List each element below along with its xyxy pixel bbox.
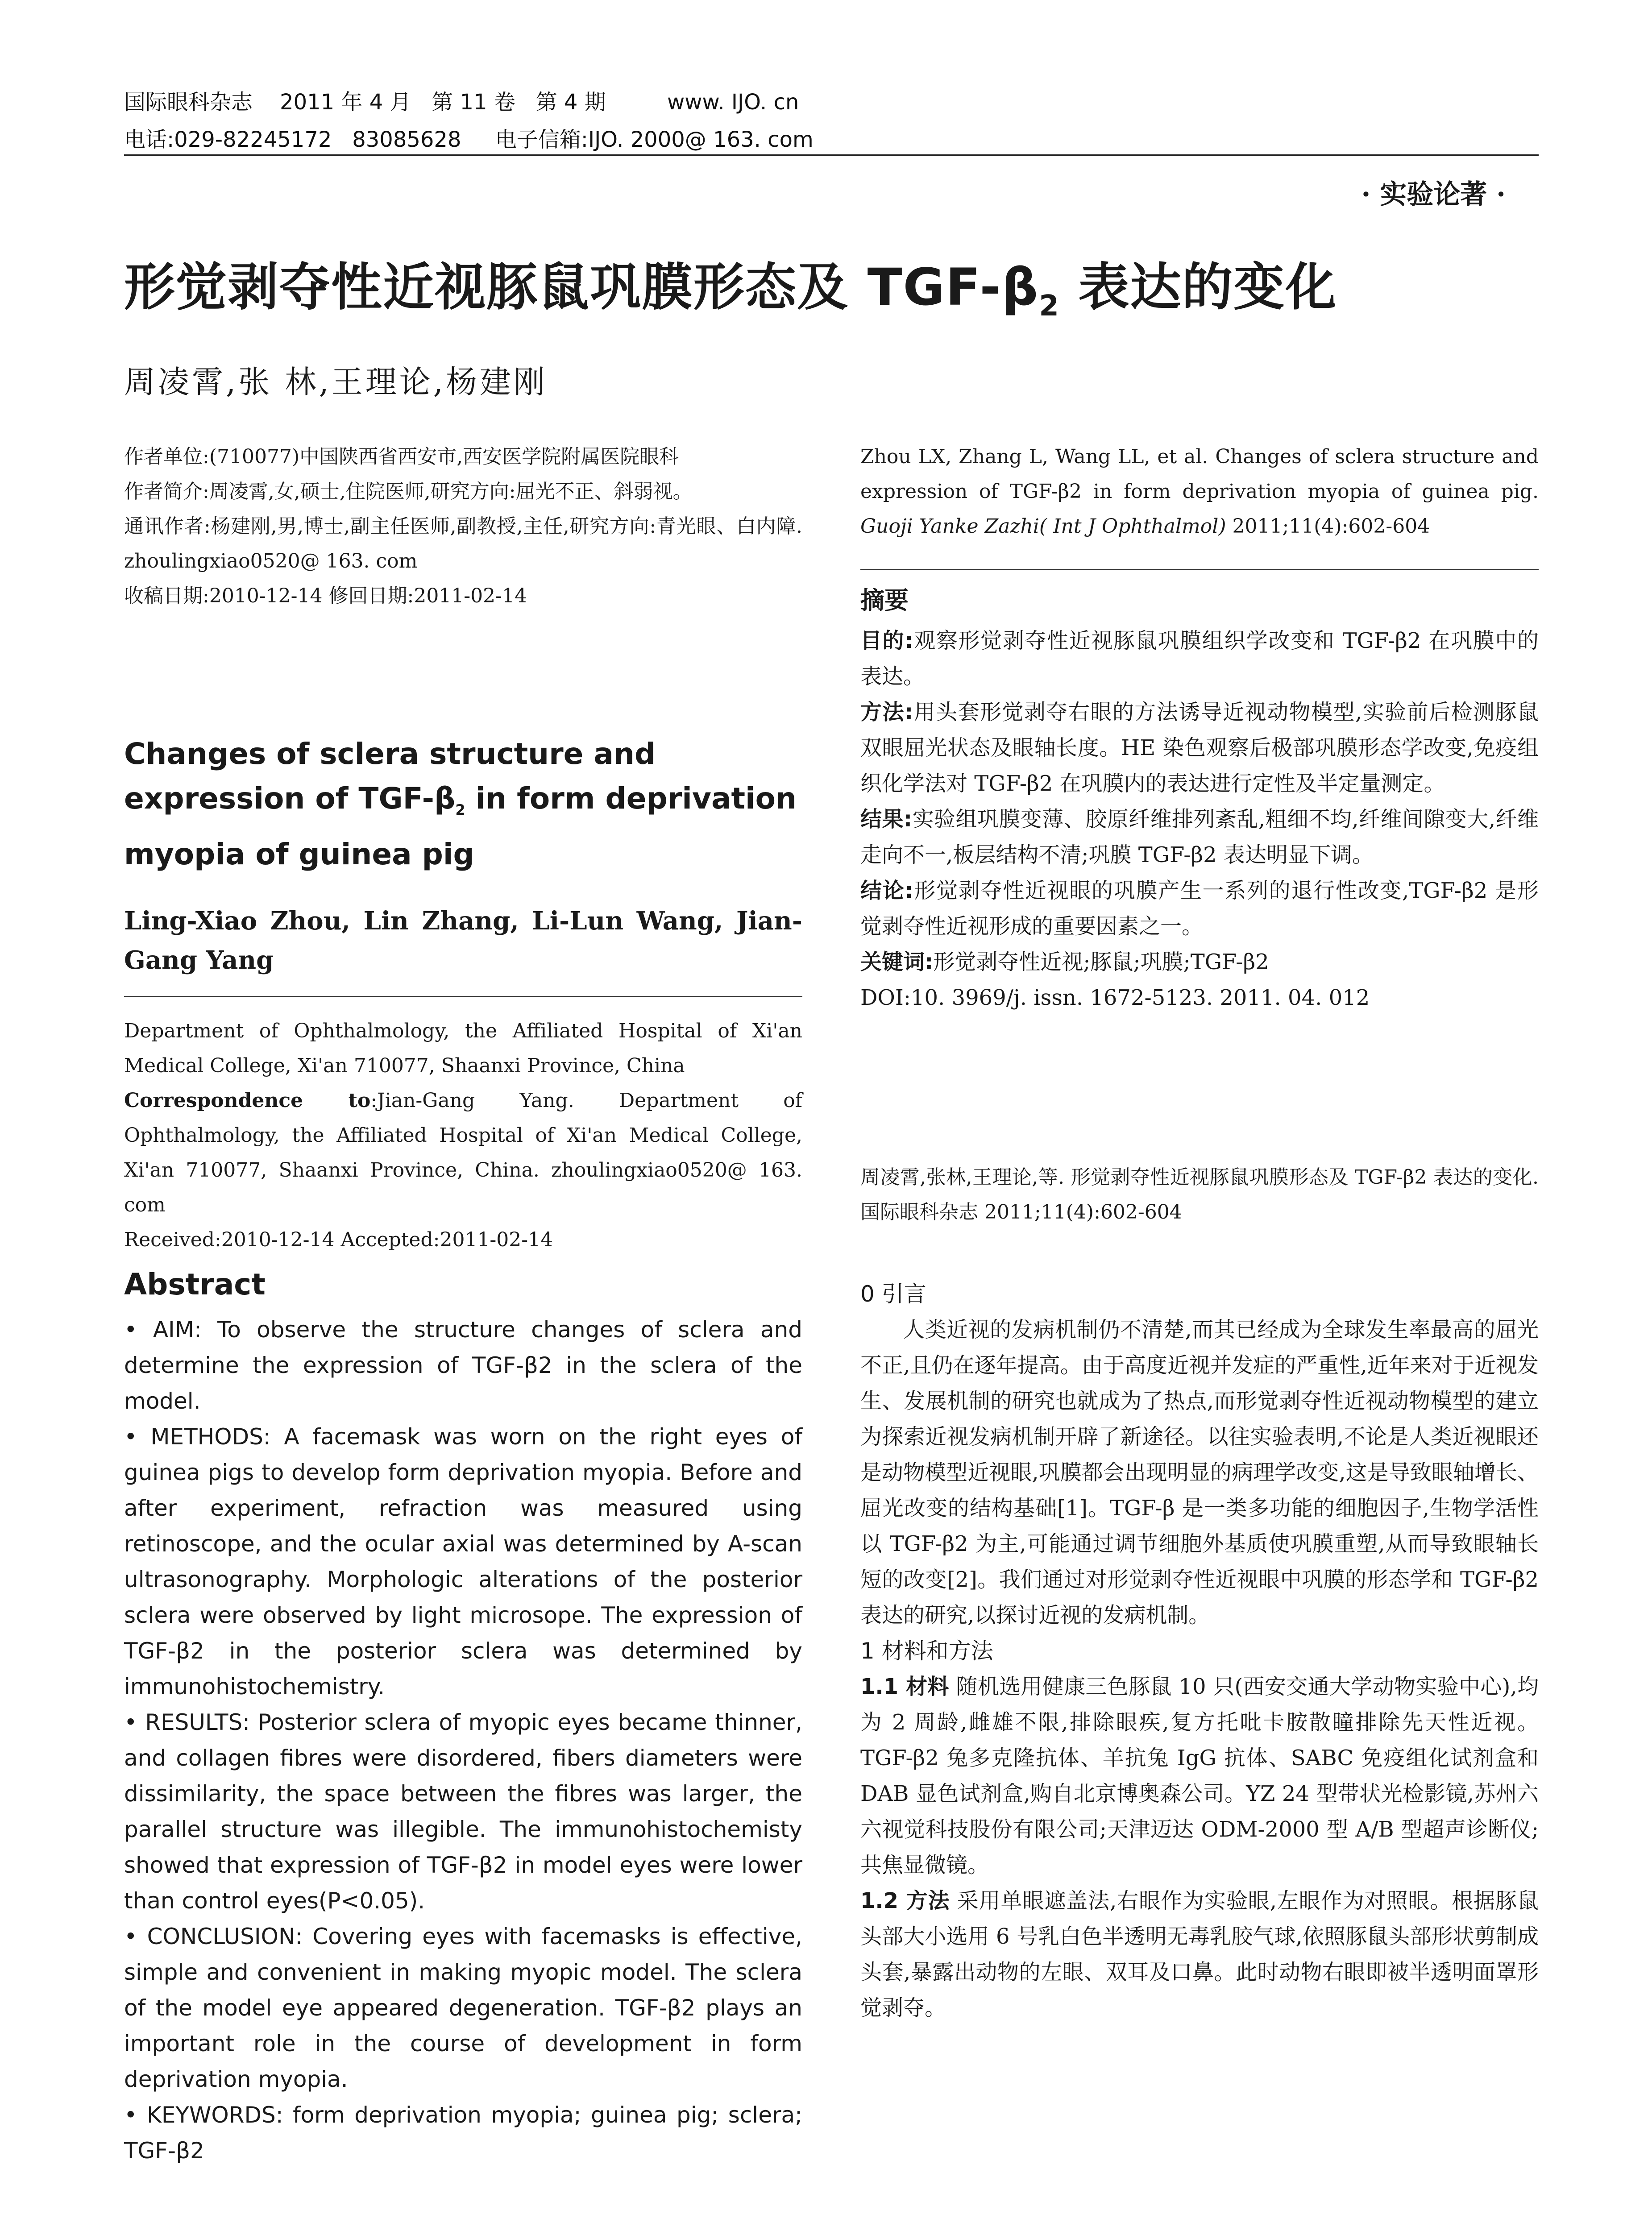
keywords-text: 形觉剥夺性近视;豚鼠;巩膜;TGF-β2	[933, 950, 1269, 975]
english-title	[124, 732, 802, 877]
abstract-cn-results	[860, 801, 1539, 873]
abstract-cn-conclusion	[860, 873, 1539, 944]
en-title-part1: Changes of sclera structure and expression of TGF-β	[124, 737, 656, 816]
correspondence-text: :Jian-Gang Yang. Department of Ophthalmology, the Affiliated Hospital of Xi'an Medical College, Xi'an 710077, Shaanxi Province, China. zhoulingxiao0520@ 163. com	[124, 1089, 803, 1216]
citation-cn	[860, 1160, 1539, 1230]
abstract-cn	[860, 585, 1539, 1016]
method-label: 1.2 方法	[860, 1888, 950, 1913]
affiliation-unit: 作者单位:(710077)中国陕西省西安市,西安医学院附属医院眼科	[124, 445, 679, 468]
conclusion-text: 形觉剥夺性近视眼的巩膜产生一系列的退行性改变,TGF-β2 是形觉剥夺性近视形成的重要因素之一。	[860, 878, 1539, 939]
citation-en-text	[860, 440, 1539, 544]
abstract-heading: Abstract	[124, 1267, 266, 1302]
abstract-methods: • METHODS: A facemask was worn on the right eyes of guinea pigs to develop form deprivation myopia. Before and after experiment, refraction was measured using retinoscope, and the ocular axial was determined by A-scan ultrasonography. Morphologic alterations of the posterior sclera were observed by light microsope. The expression of TGF-β2 in the posterior sclera was determined by immunohistochemistry.	[124, 1424, 802, 1700]
section-tag: · 实验论著 ·	[1361, 179, 1506, 210]
doi: DOI:10. 3969/j. issn. 1672-5123. 2011. 04. 012	[860, 985, 1370, 1010]
citation-en-authors: Zhou LX, Zhang L, Wang LL, et al. Changes of sclera structure and expression of TGF-β2 in form deprivation myopia of guinea pig.	[860, 445, 1539, 503]
right-column-rule	[860, 569, 1539, 570]
abstract-keywords: • KEYWORDS: form deprivation myopia; guinea pig; sclera; TGF-β2	[124, 2102, 802, 2164]
authors-cn: 周凌霄,张 林,王理论,杨建刚	[124, 364, 548, 400]
abstract-results: • RESULTS: Posterior sclera of myopic eyes became thinner, and collagen fibres were disordered, fibers diameters were dissimilarity, the space between the fibres was larger, the parallel structure was illegible. The immunohistochemisty showed that expression of TGF-β2 in model eyes were lower than control eyes(P<0.05).	[124, 1709, 802, 1914]
affiliation-cn	[124, 440, 802, 614]
conclusion-label: 结论:	[860, 878, 913, 903]
methods-text: 用头套形觉剥夺右眼的方法诱导近视动物模型,实验前后检测豚鼠双眼屈光状态及眼轴长度。HE 染色观察后极部巩膜形态学改变,免疫组织化学法对 TGF-β2 在巩膜内的表达进行定性及半定量测定。	[860, 700, 1539, 796]
header-rule	[124, 154, 1539, 156]
body-text	[860, 1276, 1539, 2026]
abstract-cn-methods	[860, 694, 1539, 801]
corresponding-author: 通讯作者:杨建刚,男,博士,副主任医师,副教授,主任,研究方向:青光眼、白内障. zhoulingxiao0520@ 163. com	[124, 515, 802, 572]
received-dates-cn: 收稿日期:2010-12-14 修回日期:2011-02-14	[124, 585, 527, 607]
aim-label: 目的:	[860, 628, 913, 653]
citation-en-ref: 2011;11(4):602-604	[1226, 515, 1430, 538]
en-correspondence	[124, 1083, 802, 1223]
materials-label: 1.1 材料	[860, 1674, 949, 1699]
intro-heading: 0 引言	[860, 1281, 926, 1307]
journal-header-line2: 电话:029-82245172 83085628 电子信箱:IJO. 2000@ 163. com	[124, 127, 814, 152]
citation-cn-text: 周凌霄,张林,王理论,等. 形觉剥夺性近视豚鼠巩膜形态及 TGF-β2 表达的变化. 国际眼科杂志 2011;11(4):602-604	[860, 1166, 1539, 1223]
title-tail: 表达的变化	[1059, 257, 1337, 317]
title-subscript: 2	[1039, 289, 1060, 323]
abstract-cn-heading: 摘要	[860, 586, 909, 614]
citation-en	[860, 440, 1539, 544]
en-dates: Received:2010-12-14 Accepted:2011-02-14	[124, 1228, 553, 1251]
left-column-rule	[124, 996, 802, 997]
abstract-cn-aim	[860, 623, 1539, 694]
author-profile: 作者简介:周凌霄,女,硕士,住院医师,研究方向:屈光不正、斜弱视。	[124, 480, 693, 503]
aim-text: 观察形觉剥夺性近视豚鼠巩膜组织学改变和 TGF-β2 在巩膜中的表达。	[860, 628, 1539, 689]
methods-heading: 1 材料和方法	[860, 1638, 993, 1664]
keywords-label: 关键词:	[860, 950, 934, 975]
en-title-part2: in form deprivation myopia of guinea pig	[124, 781, 797, 872]
results-label: 结果:	[860, 807, 913, 832]
materials-text: 随机选用健康三色豚鼠 10 只(西安交通大学动物实验中心),均为 2 周龄,雌雄不限,排除眼疾,复方托吡卡胺散瞳排除先天性近视。TGF-β2 兔多克隆抗体、羊抗兔 IgG 抗体、SABC 免疫组化试剂盒和 DAB 显色试剂盒,购自北京博奥森公司。YZ 24 型带状光检影镜,苏州六六视觉科技股份有限公司;天津迈达 ODM-2000 型 A/B 型超声诊断仪;共焦显微镜。	[860, 1674, 1539, 1878]
abstract-cn-keywords	[860, 944, 1539, 980]
english-affiliation	[124, 1014, 802, 1257]
english-authors: Ling-Xiao Zhou, Lin Zhang, Li-Lun Wang, Jian-Gang Yang	[124, 906, 802, 975]
materials-paragraph	[860, 1669, 1539, 1883]
results-text: 实验组巩膜变薄、胶原纤维排列紊乱,粗细不均,纤维间隙变大,纤维走向不一,板层结构不清;巩膜 TGF-β2 表达明显下调。	[860, 807, 1539, 867]
journal-header-line1: 国际眼科杂志 2011 年 4 月 第 11 卷 第 4 期 www. IJO. cn	[124, 90, 799, 115]
en-title-subscript: 2	[455, 801, 465, 819]
correspondence-label: Correspondence to	[124, 1089, 371, 1112]
citation-en-journal: Guoji Yanke Zazhi( Int J Ophthalmol)	[860, 515, 1226, 538]
intro-paragraph: 人类近视的发病机制仍不清楚,而其已经成为全球发生率最高的屈光不正,且仍在逐年提高。由于高度近视并发症的严重性,近年来对于近视发生、发展机制的研究也就成为了热点,而形觉剥夺性近视动物模型的建立为探索近视发病机制开辟了新途径。以往实验表明,不论是人类近视眼还是动物模型近视眼,巩膜都会出现明显的病理学改变,这是导致眼轴增长、屈光改变的结构基础[1]。TGF-β 是一类多功能的细胞因子,生物学活性以 TGF-β2 为主,可能通过调节细胞外基质使巩膜重塑,从而导致眼轴长短的改变[2]。我们通过对形觉剥夺性近视眼中巩膜的形态学和 TGF-β2 表达的研究,以探讨近视的发病机制。	[860, 1317, 1539, 1628]
abstract-en-body	[124, 1312, 802, 2169]
title-main: 形觉剥夺性近视豚鼠巩膜形态及 TGF-β	[124, 257, 1039, 317]
abstract-conclusion: • CONCLUSION: Covering eyes with facemasks is effective, simple and convenient in making myopic model. The sclera of the model eye appeared degeneration. TGF-β2 plays an important role in the course of development in form deprivation myopia.	[124, 1924, 802, 2092]
abstract-aim: • AIM: To observe the structure changes of sclera and determine the expression of TGF-β2 in the sclera of the model.	[124, 1317, 802, 1414]
paper-title	[124, 246, 1337, 323]
method-paragraph	[860, 1883, 1539, 2026]
methods-label: 方法:	[860, 700, 913, 725]
method-text: 采用单眼遮盖法,右眼作为实验眼,左眼作为对照眼。根据豚鼠头部大小选用 6 号乳白色半透明无毒乳胶气球,依照豚鼠头部形状剪制成头套,暴露出动物的左眼、双耳及口鼻。此时动物右眼即被半透明面罩形觉剥夺。	[860, 1888, 1539, 2020]
en-department: Department of Ophthalmology, the Affiliated Hospital of Xi'an Medical College, Xi'an 710077, Shaanxi Province, China	[124, 1020, 802, 1077]
